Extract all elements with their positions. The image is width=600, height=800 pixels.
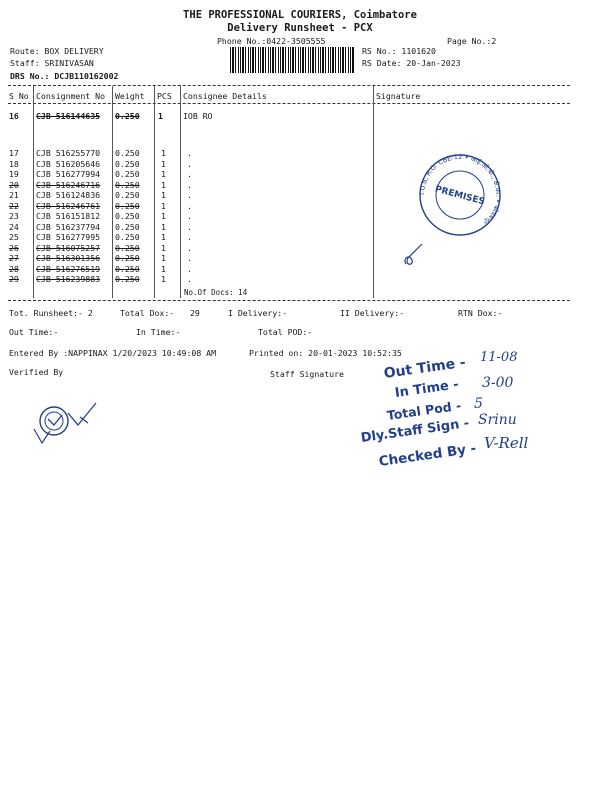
cell-consignment: CJB 516124836: [36, 190, 101, 200]
premises-stamp: [410, 150, 510, 240]
table-row: [8, 148, 307, 159]
cell-consignment: CJB 516277994: [36, 169, 101, 179]
cell-details: .: [187, 253, 192, 263]
svg-text:PREMISES: PREMISES: [433, 184, 486, 208]
rule-top: [8, 85, 570, 86]
cell-pcs: 1: [161, 190, 166, 200]
consignment-table: [8, 148, 307, 285]
cell-sno: 17: [9, 148, 19, 158]
cell-sno: 25: [9, 232, 19, 242]
cell-pcs: 1: [161, 200, 166, 211]
hand-staff-sign-label: Dly.Staff Sign -: [359, 415, 471, 446]
cell-pcs: 1: [161, 232, 166, 242]
cell-consignment: CJB 516301356: [36, 253, 101, 263]
cell-consignment: CJB 516246761: [36, 200, 101, 211]
total-dox-value: 29: [190, 308, 200, 318]
rs-date: RS Date: 20-Jan-2023: [362, 58, 461, 68]
cell-consignment: CJB 516205646: [36, 158, 101, 169]
col-header-weight: Weight: [115, 91, 145, 101]
cell-weight: 0.250: [115, 190, 140, 200]
table-row: [8, 264, 307, 275]
rule-bottom: [8, 300, 570, 301]
cell-consignment: CJB 516276519: [36, 263, 101, 274]
phone-number: Phone No.:0422-3505555: [217, 36, 326, 46]
cell-sno: 23: [9, 211, 19, 221]
cell-weight: 0.250: [115, 148, 140, 158]
row-16-consignment: CJB 516144635: [36, 111, 101, 121]
cell-details: .: [187, 169, 192, 179]
cell-weight: 0.250: [115, 221, 140, 232]
i-delivery: I Delivery:-: [228, 308, 288, 318]
table-row: [8, 180, 307, 191]
document-title: Delivery Runsheet - PCX: [227, 22, 373, 34]
cell-weight: 0.250: [115, 263, 140, 274]
cell-sno: 19: [9, 169, 19, 179]
cell-details: .: [187, 200, 192, 211]
col-header-pcs: PCS: [157, 91, 172, 101]
total-dox-label: Total Dox:-: [120, 308, 175, 318]
verified-stamp: [28, 395, 100, 453]
hand-in-time-label: In Time -: [393, 377, 460, 401]
row-16-weight: 0.250: [115, 111, 140, 121]
cell-details: .: [187, 179, 192, 190]
cell-details: .: [187, 190, 192, 200]
cell-sno: 21: [9, 190, 19, 200]
cell-pcs: 1: [161, 179, 166, 190]
cell-sno: 24: [9, 221, 19, 232]
cell-weight: 0.250: [115, 242, 140, 253]
col-header-sno: S No: [9, 91, 29, 101]
cell-pcs: 1: [161, 253, 166, 263]
hand-checked-by-label: Checked By -: [377, 440, 478, 470]
cell-weight: 0.250: [115, 274, 140, 284]
table-row: [8, 159, 307, 170]
in-time: In Time:-: [136, 327, 181, 337]
route: Route: BOX DELIVERY: [10, 46, 104, 56]
verified-by: Verified By: [9, 367, 64, 377]
cell-consignment: CJB 516277995: [36, 232, 101, 242]
table-row: [8, 243, 307, 254]
table-row: [8, 169, 307, 180]
hand-in-time-value: 3-00: [482, 375, 514, 391]
table-row: [8, 201, 307, 212]
cell-weight: 0.250: [115, 200, 140, 211]
cell-consignment: CJB 516151812: [36, 211, 101, 221]
printed-on: Printed on: 20-01-2023 10:52:35: [249, 348, 402, 358]
table-row: [8, 222, 307, 233]
cell-details: .: [187, 263, 192, 274]
cell-weight: 0.250: [115, 169, 140, 179]
staff-name: Staff: SRINIVASAN: [10, 58, 94, 68]
tot-runsheet: Tot. Runsheet:- 2: [9, 308, 93, 318]
cell-pcs: 1: [161, 242, 166, 253]
cell-details: .: [187, 158, 192, 169]
cell-weight: 0.250: [115, 253, 140, 263]
table-row: [8, 211, 307, 222]
cell-pcs: 1: [161, 211, 166, 221]
row-16-pcs: 1: [158, 111, 163, 121]
cell-sno: 22: [9, 200, 19, 211]
company-title: THE PROFESSIONAL COURIERS, Coimbatore: [183, 9, 417, 21]
cell-details: .: [187, 274, 192, 284]
cell-consignment: CJB 516239883: [36, 274, 101, 284]
svg-text:I.O.B, R.O. CBE-12 • आई.ओ.बी.,: I.O.B, R.O. CBE-12 • आई.ओ.बी., क्षे.का. • कोयंबत्तूर: [417, 152, 503, 227]
cell-weight: 0.250: [115, 211, 140, 221]
cell-consignment: CJB 516246716: [36, 179, 101, 190]
cell-pcs: 1: [161, 221, 166, 232]
col-divider: [373, 86, 374, 298]
cell-sno: 28: [9, 263, 19, 274]
cell-consignment: CJB 516237794: [36, 221, 101, 232]
hand-out-time-label: Out Time -: [382, 354, 467, 382]
rs-number: RS No.: 1101620: [362, 46, 436, 56]
cell-details: .: [187, 211, 192, 221]
cell-sno: 26: [9, 242, 19, 253]
cell-sno: 18: [9, 158, 19, 169]
row-16-details: IOB RO: [183, 111, 213, 121]
no-of-docs: No.Of Docs: 14: [184, 288, 248, 297]
cell-pcs: 1: [161, 169, 166, 179]
drs-number: DRS No.: DCJB110162002: [10, 71, 119, 81]
table-row: [8, 190, 307, 201]
hand-total-pod-value: 5: [474, 396, 483, 412]
out-time: Out Time:-: [9, 327, 59, 337]
cell-weight: 0.250: [115, 158, 140, 169]
cell-consignment: CJB 516255770: [36, 148, 101, 158]
cell-weight: 0.250: [115, 232, 140, 242]
cell-sno: 27: [9, 253, 19, 263]
signature-scribble: [400, 240, 430, 270]
cell-pcs: 1: [161, 148, 166, 158]
staff-signature-label: Staff Signature: [270, 369, 344, 379]
row-16-sno: 16: [9, 111, 19, 121]
cell-pcs: 1: [161, 263, 166, 274]
cell-details: .: [187, 221, 192, 232]
hand-checked-by-value: V-Rell: [484, 434, 529, 452]
rtn-dox: RTN Dox:-: [458, 308, 503, 318]
cell-sno: 20: [9, 179, 19, 190]
cell-details: .: [187, 232, 192, 242]
table-row: [8, 274, 307, 285]
entered-by: Entered By :NAPPINAX 1/20/2023 10:49:08 AM: [9, 348, 217, 358]
cell-pcs: 1: [161, 158, 166, 169]
cell-consignment: CJB 516075257: [36, 242, 101, 253]
cell-details: .: [187, 148, 192, 158]
hand-total-pod-label: Total Pod -: [385, 397, 463, 423]
ii-delivery: II Delivery:-: [340, 308, 405, 318]
cell-details: .: [187, 242, 192, 253]
barcode: [230, 47, 355, 73]
page-number: Page No.:2: [447, 36, 497, 46]
hand-out-time-value: 11-08: [480, 350, 518, 365]
rule-header: [8, 103, 570, 104]
table-row: [8, 232, 307, 243]
total-pod: Total POD:-: [258, 327, 313, 337]
cell-pcs: 1: [161, 274, 166, 284]
col-header-consignment: Consignment No: [36, 91, 106, 101]
table-row: [8, 253, 307, 264]
col-header-consignee: Consignee Details: [183, 91, 267, 101]
hand-staff-sign-value: Srinu: [478, 412, 517, 428]
cell-sno: 29: [9, 274, 19, 284]
col-header-signature: Signature: [376, 91, 421, 101]
cell-weight: 0.250: [115, 179, 140, 190]
